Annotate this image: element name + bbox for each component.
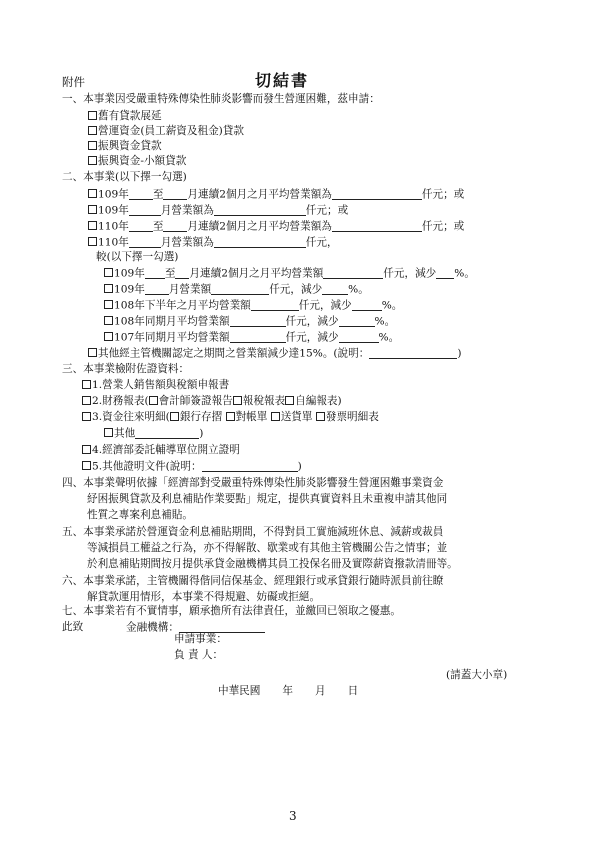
checkbox[interactable]	[82, 412, 91, 421]
s2-option-other[interactable]: 其他經主管機關認定之期間之營業額減少達15%。(說明： )	[88, 348, 461, 359]
blank-field[interactable]	[129, 205, 161, 216]
checkbox[interactable]	[88, 126, 97, 135]
blank-field[interactable]	[211, 284, 269, 295]
doc-option-3[interactable]: 3.資金往來明細( 銀行存摺 對帳單 送貨單 發票明細表	[82, 412, 379, 423]
blank-field[interactable]	[135, 428, 199, 439]
section-3-intro: 三、本事業檢附佐證資料：	[62, 363, 190, 375]
blank-field[interactable]	[145, 284, 169, 295]
blank-field[interactable]	[251, 300, 299, 311]
doc-option-3-other[interactable]: 其他 )	[104, 428, 203, 439]
blank-field[interactable]	[323, 268, 383, 279]
checkbox[interactable]	[316, 412, 325, 421]
responsible-person-label: 負 責 人：	[174, 649, 224, 661]
explanation-field[interactable]	[202, 461, 298, 472]
doc-option-5[interactable]: 5.其他證明文件(說明： )	[82, 461, 302, 472]
checkbox[interactable]	[88, 237, 97, 246]
blank-field[interactable]	[214, 237, 306, 248]
s1-option-1[interactable]: 舊有貸款展延	[88, 111, 162, 122]
s2-compare-label: 較(以下擇一勾選)	[96, 251, 179, 263]
blank-field[interactable]	[129, 221, 153, 232]
checkbox[interactable]	[88, 348, 97, 357]
blank-field[interactable]	[175, 268, 189, 279]
section-6-line-2: 解貸款運用情形，本事業不得規避、妨礙或拒絕。	[87, 591, 321, 603]
explanation-field[interactable]	[369, 348, 457, 359]
bank-field[interactable]: 金融機構：	[126, 622, 265, 633]
blank-field[interactable]	[145, 268, 165, 279]
page-number: 3	[289, 809, 297, 823]
checkbox[interactable]	[88, 205, 97, 214]
checkbox[interactable]	[82, 380, 91, 389]
blank-field[interactable]	[322, 284, 348, 295]
blank-field[interactable]	[436, 268, 454, 279]
section-7-line-1: 七、本事業若有不實情事，願承擔所有法律責任，並繳回已領取之優惠。	[62, 605, 401, 617]
s2-option-109-month[interactable]: 109年 月營業額為 仟元；或	[88, 205, 348, 216]
blank-field[interactable]	[332, 221, 422, 232]
section-1-intro: 一、本事業因受嚴重特殊傳染性肺炎影響而發生營運困難，茲申請：	[62, 93, 380, 105]
checkbox[interactable]	[170, 412, 179, 421]
checkbox[interactable]	[88, 156, 97, 165]
checkbox[interactable]	[104, 332, 113, 341]
blank-field[interactable]	[163, 221, 187, 232]
section-6-line-1: 六、本事業承諾，主管機關得偕同信保基金、經理銀行或承貸銀行隨時派員前往瞭	[62, 575, 444, 587]
blank-field[interactable]	[163, 189, 187, 200]
section-4-line-2: 紓困振興貸款及利息補貼作業要點」規定，提供真實資料且未重複申請其他同	[87, 493, 448, 505]
checkbox[interactable]	[104, 300, 113, 309]
checkbox[interactable]	[82, 445, 91, 454]
s2-option-109-avg[interactable]: 109年 至 月連續2個月之月平均營業額為 仟元；或	[88, 189, 464, 200]
checkbox[interactable]	[88, 141, 97, 150]
checkbox[interactable]	[88, 189, 97, 198]
section-4-line-3: 性質之專案利息補貼。	[87, 509, 193, 521]
checkbox[interactable]	[226, 412, 235, 421]
section-5-line-2: 等減損員工權益之行為，亦不得解散、歇業或有其他主管機關公告之情事；並	[87, 542, 448, 554]
checkbox[interactable]	[285, 396, 294, 405]
checkbox[interactable]	[104, 428, 113, 437]
blank-field[interactable]	[339, 332, 379, 343]
blank-field[interactable]	[129, 237, 161, 248]
checkbox[interactable]	[149, 396, 158, 405]
compare-option-108-same[interactable]: 108年同期月平均營業額 仟元，減少 %。	[104, 316, 395, 327]
seal-note: (請蓋大小章)	[446, 669, 508, 681]
s1-option-3[interactable]: 振興資金貸款	[88, 141, 162, 152]
closing-to: 此致	[62, 621, 84, 633]
checkbox[interactable]	[233, 396, 242, 405]
section-5-line-1: 五、本事業承諾於營運資金利息補貼期間，不得對員工實施減班休息、減薪或裁員	[62, 526, 444, 538]
blank-field[interactable]	[352, 300, 382, 311]
s1-option-4[interactable]: 振興資金-小額貸款	[88, 156, 186, 167]
blank-field[interactable]	[214, 205, 306, 216]
attachment-label: 附件	[62, 75, 85, 89]
blank-field[interactable]	[230, 332, 286, 343]
compare-option-109-month[interactable]: 109年 月營業額 仟元，減少 %。	[104, 284, 369, 295]
compare-option-107-same[interactable]: 107年同期月平均營業額 仟元，減少 %。	[104, 332, 399, 343]
bank-name-field[interactable]	[179, 622, 265, 633]
blank-field[interactable]	[339, 316, 375, 327]
compare-option-109-avg[interactable]: 109年 至 月連續2個月之月平均營業額 仟元，減少 %。	[104, 268, 475, 279]
blank-field[interactable]	[230, 316, 286, 327]
doc-option-4[interactable]: 4.經濟部委託輔導單位開立證明	[82, 445, 240, 456]
checkbox[interactable]	[88, 221, 97, 230]
checkbox[interactable]	[88, 111, 97, 120]
checkbox[interactable]	[104, 316, 113, 325]
s2-option-110-month[interactable]: 110年 月營業額為 仟元，	[88, 237, 338, 248]
blank-field[interactable]	[129, 189, 153, 200]
s1-option-2[interactable]: 營運資金(員工薪資及租金)貸款	[88, 126, 244, 137]
page-title: 切結書	[255, 71, 310, 90]
checkbox[interactable]	[271, 412, 280, 421]
compare-option-108-h2[interactable]: 108年下半年之月平均營業額 仟元，減少 %。	[104, 300, 402, 311]
date-line: 中華民國 年 月 日	[218, 685, 359, 697]
section-4-line-1: 四、本事業聲明依據「經濟部對受嚴重特殊傳染性肺炎影響發生營運困難事業資金	[62, 477, 444, 489]
applicant-label: 申請事業：	[174, 633, 227, 645]
section-5-line-3: 於利息補貼期間按月提供承貸金融機構其員工投保名冊及實際薪資撥款清冊等。	[87, 558, 458, 570]
section-2-intro: 二、本事業(以下擇一勾選)	[62, 171, 187, 183]
checkbox[interactable]	[82, 461, 91, 470]
checkbox[interactable]	[82, 396, 91, 405]
doc-option-2[interactable]: 2.財務報表( 會計師簽證報告 報稅報表 自編報表)	[82, 396, 342, 407]
checkbox[interactable]	[104, 268, 113, 277]
doc-option-1[interactable]: 1.營業人銷售額與稅額申報書	[82, 380, 229, 391]
checkbox[interactable]	[104, 284, 113, 293]
blank-field[interactable]	[332, 189, 422, 200]
s2-option-110-avg[interactable]: 110年 至 月連續2個月之月平均營業額為 仟元；或	[88, 221, 464, 232]
